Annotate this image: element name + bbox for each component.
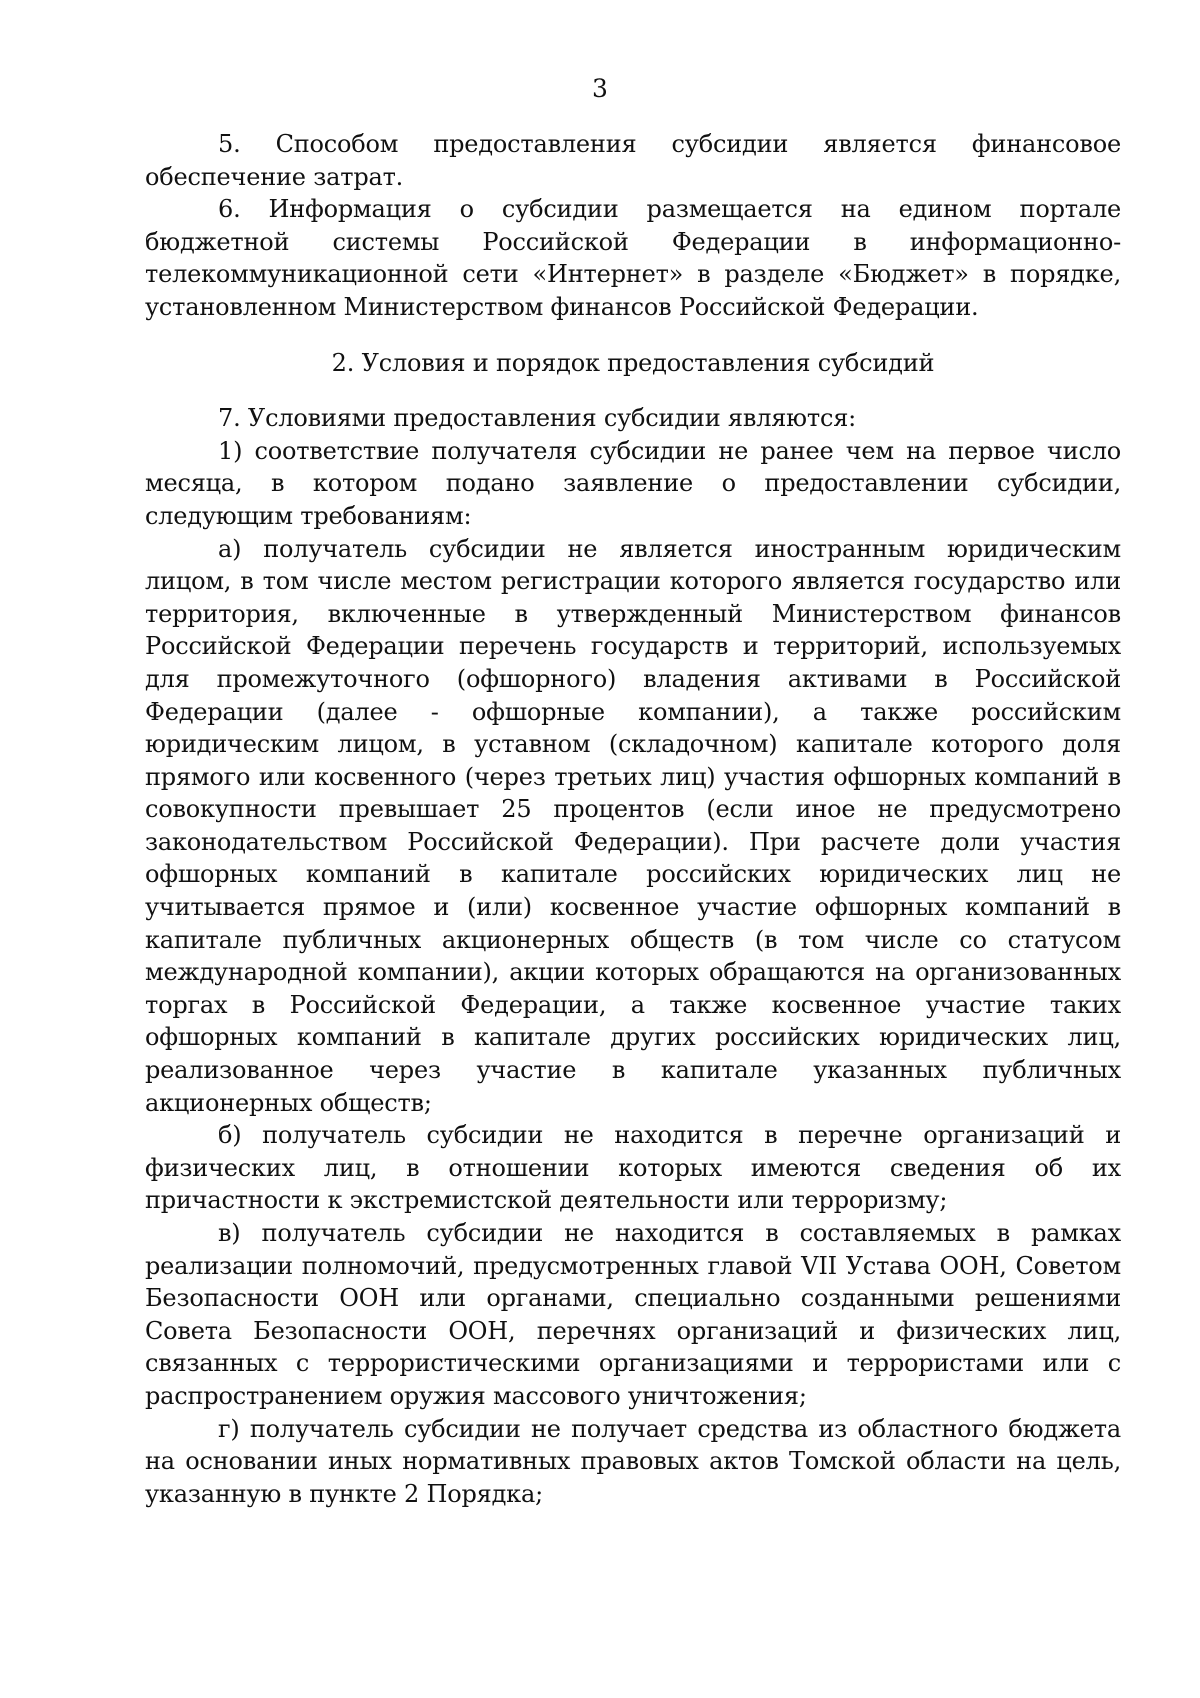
paragraph-5: 5. Способом предоставления субсидии является финансовое обеспечение затрат. bbox=[145, 130, 1121, 191]
paragraph-6: 6. Информация о субсидии размещается на едином портале бюджетной системы Российской Федерации в информационно-телекоммуникационной сети «Интернет» в разделе «Бюджет» в порядке, установленном Министерством финансов Российской Федерации. bbox=[145, 195, 1121, 321]
paragraph-7-item-1: 1) соответствие получателя субсидии не ранее чем на первое число месяца, в котором подано заявление о предоставлении субсидии, следующим требованиям: bbox=[145, 436, 1121, 530]
paragraph-7-item-1-b: б) получатель субсидии не находится в перечне организаций и физических лиц, в отношении которых имеются сведения об их причастности к экстремистской деятельности или терроризму; bbox=[145, 1121, 1121, 1215]
paragraph-7: 7. Условиями предоставления субсидии являются: bbox=[218, 404, 857, 433]
section-title: 2. Условия и порядок предоставления субсидий bbox=[331, 348, 935, 377]
page-number: 3 bbox=[592, 74, 608, 103]
document-body bbox=[145, 128, 1121, 1510]
paragraph-7-item-1-v: в) получатель субсидии не находится в составляемых в рамках реализации полномочий, предусмотренных главой VII Устава ООН, Советом Безопасности ООН или органами, специально созданными решениями Совета Безопасности ООН, перечнях организаций и физических лиц, связанных с террористическими организациями и террористами или с распространением оружия массового уничтожения; bbox=[145, 1219, 1121, 1410]
paragraph-7-item-1-a: а) получатель субсидии не является иностранным юридическим лицом, в том числе местом регистрации которого является государство или территория, включенные в утвержденный Министерством финансов Российской Федерации перечень государств и территорий, используемых для промежуточного (офшорного) владения активами в Российской Федерации (далее - офшорные компании), а также российским юридическим лицом, в уставном (складочном) капитале которого доля прямого или косвенного (через третьих лиц) участия офшорных компаний в совокупности превышает 25 процентов (если иное не предусмотрено законодательством Российской Федерации). При расчете доли участия офшорных компаний в капитале российских юридических лиц не учитывается прямое и (или) косвенное участие офшорных компаний в капитале публичных акционерных обществ (в том числе со статусом международной компании), акции которых обращаются на организованных торгах в Российской Федерации, а также косвенное участие таких офшорных компаний в капитале других российских юридических лиц, реализованное через участие в капитале указанных публичных акционерных обществ; bbox=[145, 534, 1121, 1117]
paragraph-7-item-1-g: г) получатель субсидии не получает средства из областного бюджета на основании иных нормативных правовых актов Томской области на цель, указанную в пункте 2 Порядка; bbox=[145, 1414, 1121, 1508]
